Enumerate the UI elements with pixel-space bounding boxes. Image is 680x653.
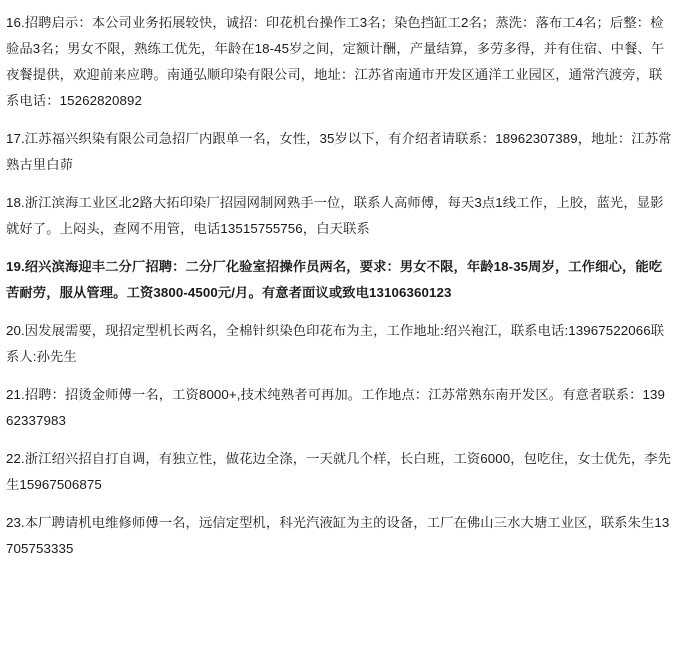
job-listing-item: 20.因发展需要，现招定型机长两名，全棉针织染色印花布为主，工作地址:绍兴袍江，联系电话:13967522066联系人:孙先生: [6, 323, 665, 364]
job-listing-item: 23.本厂聘请机电维修师傅一名，远信定型机，科光汽液缸为主的设备，工厂在佛山三水大塘工业区，联系朱生13705753335: [6, 515, 670, 556]
job-listing-item: 18.浙江滨海工业区北2路大拓印染厂招园网制网熟手一位，联系人高师傅，每天3点1线工作，上胶，蓝光，显影就好了。上闷头，查网不用管，电话13515755756，白天联系: [6, 195, 664, 236]
job-listing-item: 16.招聘启示：本公司业务拓展较快，诚招：印花机台操作工3名；染色挡缸工2名；蒸洗：落布工4名；后整：检验品3名；男女不限，熟练工优先，年龄在18-45岁之间，定额计酬，产量结算，多劳多得，并有住宿、中餐、午 夜餐提供，欢迎前来应聘。南通弘顺印染有限公司，地址：江苏省南通市开发区通洋工业园区，通常汽渡旁，联系电话：15262820892: [6, 15, 665, 108]
job-listing-item: 22.浙江绍兴招自打自调，有独立性，做花边全涤，一天就几个样，长白班，工资6000，包吃住，女士优先，李先生15967506875: [6, 451, 672, 492]
job-listing-item: 21.招聘：招烫金师傅一名，工资8000+,技术纯熟者可再加。工作地点：江苏常熟东南开发区。有意者联系：13962337983: [6, 387, 665, 428]
job-listing-item: 17.江苏福兴织染有限公司急招厂内跟单一名，女性，35岁以下，有介绍者请联系：18962307389，地址：江苏常熟古里白茆: [6, 131, 672, 172]
job-listing-item: 19.绍兴滨海迎丰二分厂招聘：二分厂化验室招操作员两名，要求：男女不限，年龄18-35周岁，工作细心，能吃苦耐劳，服从管理。工资3800-4500元/月。有意者面议或致电13106360123: [6, 259, 663, 300]
